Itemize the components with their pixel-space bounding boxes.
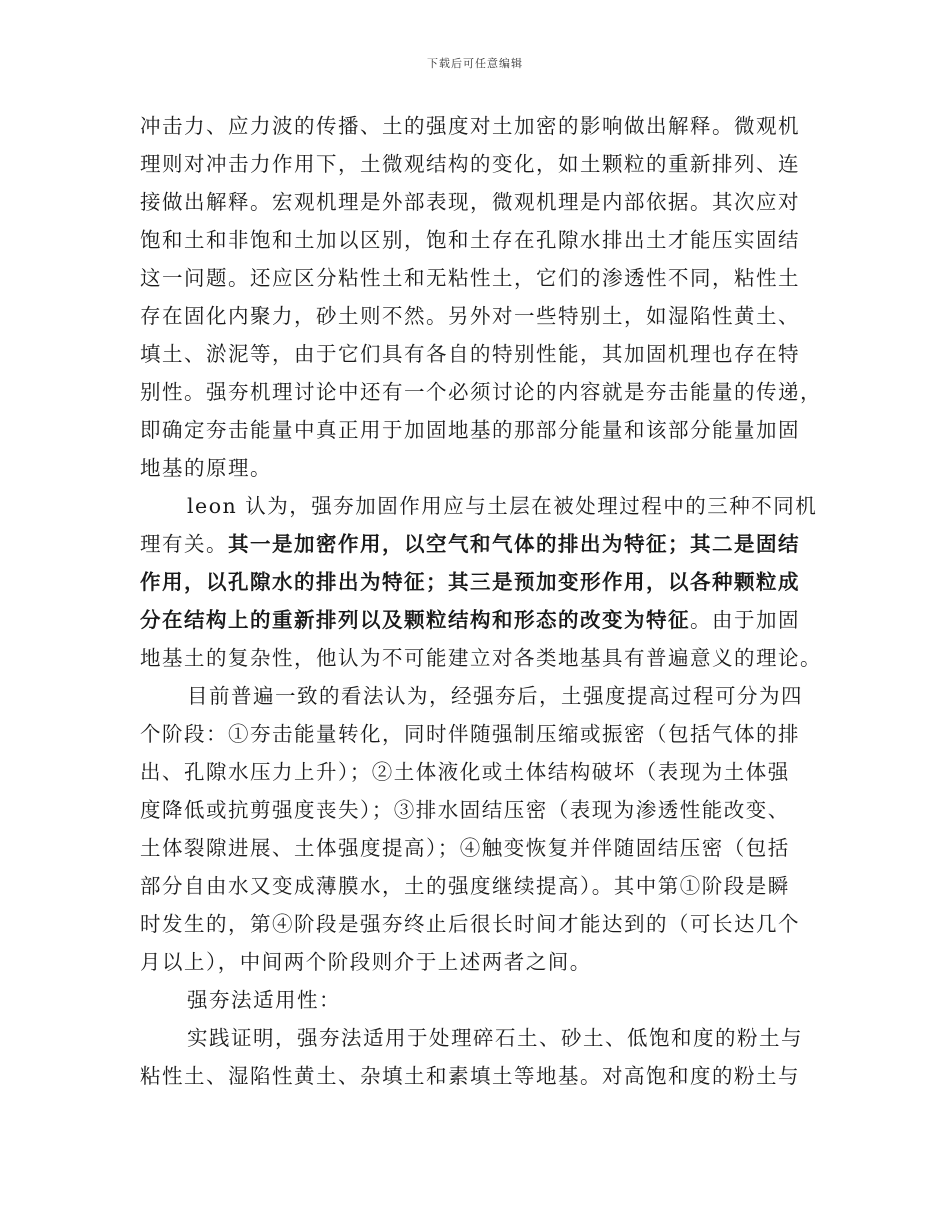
text-line: leon 认为，强夯加固作用应与土层在被处理过程中的三种不同机 — [187, 494, 818, 518]
text-line: 目前普遍一致的看法认为，经强夯后，土强度提高过程可分为四 — [187, 684, 803, 708]
text-line: 月以上），中间两个阶段则介于上述两者之间。 — [140, 950, 592, 974]
text-line: 地基的原理。 — [140, 456, 272, 480]
text-line: 接做出解释。宏观机理是外部表现，微观机理是内部依据。其次应对 — [140, 190, 800, 214]
text-line: 理则对冲击力作用下，土微观结构的变化，如土颗粒的重新排列、连 — [140, 152, 800, 176]
text-line: 冲击力、应力波的传播、土的强度对土加密的影响做出解释。微观机 — [140, 114, 800, 138]
text-line: 个阶段：①夯击能量转化，同时伴随强制压缩或振密（包括气体的排 — [140, 722, 800, 746]
text-line: 饱和土和非饱和土加以区别，饱和土存在孔隙水排出土才能压实固结 — [140, 228, 800, 252]
paragraph-applicability — [140, 1019, 810, 1095]
text-line: 土体裂隙进展、土体强度提高）；④触变恢复并伴随固结压密（包括 — [140, 836, 790, 860]
text-line: 别性。强夯机理讨论中还有一个必须讨论的内容就是夯击能量的传递， — [140, 380, 822, 404]
text-line: 实践证明，强夯法适用于处理碎石土、砂土、低饱和度的粉土与 — [187, 1026, 803, 1050]
paragraph-leon — [140, 487, 822, 677]
bold-text-span: 其一是加密作用，以空气和气体的排出为特征；其二是固结 — [228, 532, 800, 556]
text-line — [140, 601, 810, 639]
text-line: 这一问题。还应区分粘性土和无粘性土，它们的渗透性不同，粘性土 — [140, 266, 800, 290]
text-line: 存在固化内聚力，砂土则不然。另外对一些特别土，如湿陷性黄土、 — [140, 304, 800, 328]
text-line: 填土、淤泥等，由于它们具有各自的特别性能，其加固机理也存在特 — [140, 342, 800, 366]
text-line: 度降低或抗剪强度丧失）；③排水固结压密（表现为渗透性能改变、 — [140, 798, 790, 822]
bold-text-span: 分在结构上的重新排列以及颗粒结构和形态的改变为特征 — [140, 608, 690, 632]
section-heading — [140, 981, 810, 1019]
text-line: 地基土的复杂性，他认为不可能建立对各类地基具有普遍意义的理论。 — [140, 646, 822, 670]
document-body — [140, 107, 822, 1095]
heading-text: 强夯法适用性： — [187, 988, 341, 1012]
text-line: 时发生的，第④阶段是强夯终止后很长时间才能达到的（可长达几个 — [140, 912, 800, 936]
text-line: 出、孔隙水压力上升）；②土体液化或土体结构破坏（表现为土体强 — [140, 760, 790, 784]
page-header: 下载后可任意编辑 — [427, 57, 523, 70]
text-line: 即确定夯击能量中真正用于加固地基的那部分能量和该部分能量加固 — [140, 418, 800, 442]
text-span: 理有关。 — [140, 532, 228, 556]
bold-text-line: 作用，以孔隙水的排出为特征；其三是预加变形作用，以各种颗粒成 — [140, 570, 800, 594]
text-line: 粘性土、湿陷性黄土、杂填土和素填土等地基。对高饱和度的粉土与 — [140, 1064, 800, 1088]
text-line — [140, 525, 810, 563]
paragraph-stages — [140, 677, 810, 981]
text-line: 部分自由水又变成薄膜水，土的强度继续提高）。其中第①阶段是瞬 — [140, 874, 790, 898]
paragraph-mechanism — [140, 107, 822, 487]
text-span: 。由于加固 — [690, 608, 800, 632]
